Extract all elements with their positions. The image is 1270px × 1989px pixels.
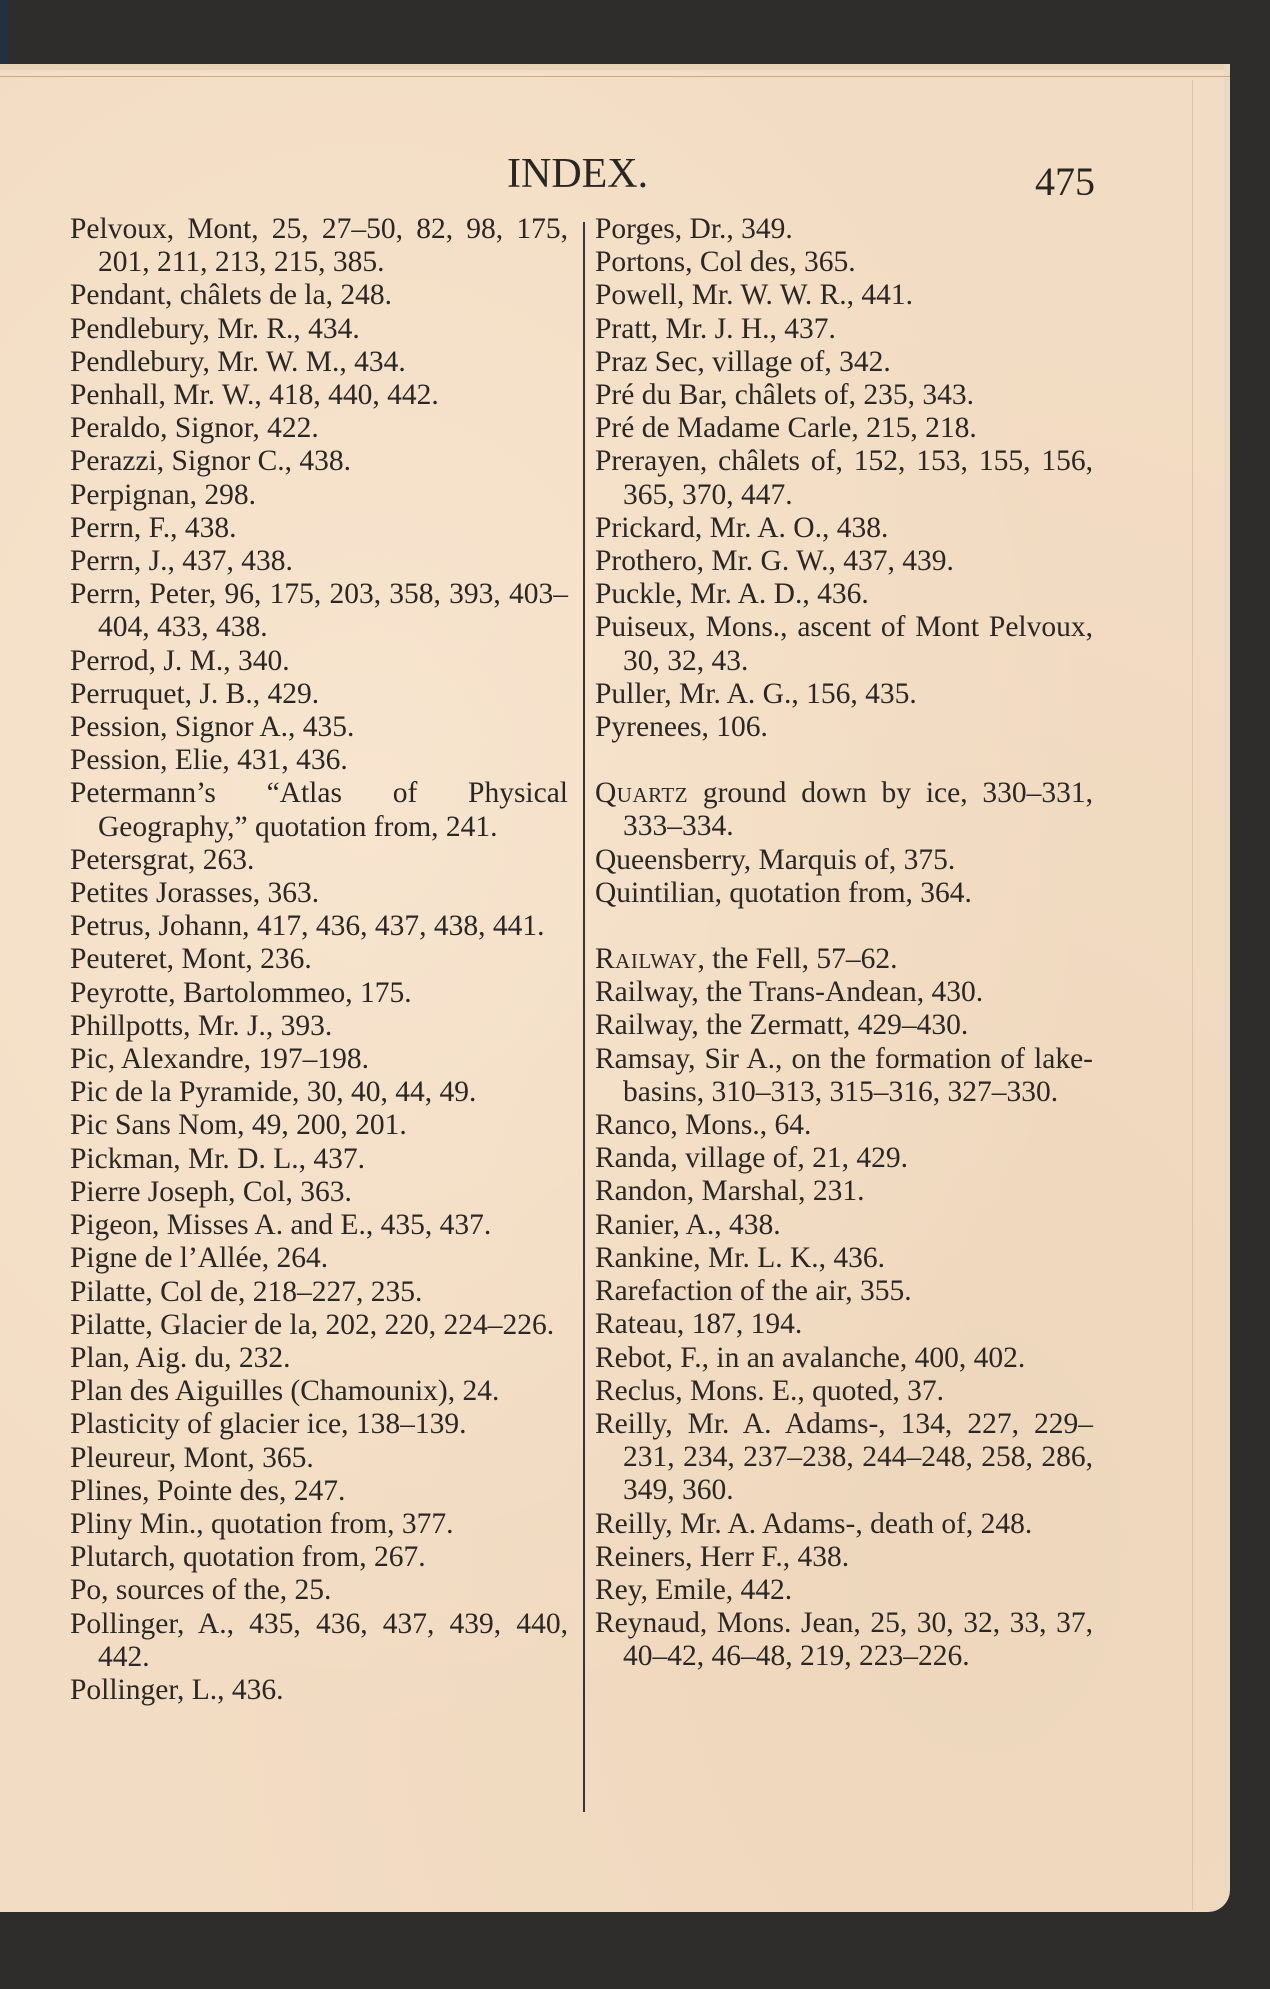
section-lead-word: Quartz [595,777,689,810]
section-gap [595,910,1093,943]
index-entry: Pleureur, Mont, 365. [70,1441,314,1474]
index-entry-section-start-r [595,943,1093,976]
index-entry: Po, sources of the, 25. [70,1574,332,1607]
section-gap [595,744,1093,777]
index-entry: Queensberry, Marquis of, 375. [595,843,956,876]
index-entry: Plines, Pointe des, 247. [70,1474,346,1507]
index-entry: Pendlebury, Mr. R., 434. [70,312,360,345]
index-column-right [595,213,1093,1674]
index-entry: Plan des Aiguilles (Chamounix), 24. [70,1375,500,1408]
index-column-left [70,213,568,1707]
index-entry: Ramsay, Sir A., on the formation of lake-basins, 310–313, 315–316, 327–330. [595,1042,1093,1108]
index-entry: Praz Sec, village of, 342. [595,345,891,378]
index-entry: Ranco, Mons., 64. [595,1109,812,1142]
section-lead-rest: ground down by ice, 330–331, 333–334. [623,777,1093,843]
page-top-edge [0,76,1230,77]
index-entry: Prothero, Mr. G. W., 437, 439. [595,545,954,578]
index-entry: Pendant, châlets de la, 248. [70,279,392,312]
index-entry: Perpignan, 298. [70,478,256,511]
index-entry: Petrus, Johann, 417, 436, 437, 438, 441. [70,910,545,943]
index-entry: Pilatte, Col de, 218–227, 235. [70,1275,423,1308]
index-entry: Perrn, F., 438. [70,511,237,544]
index-entry: Pendlebury, Mr. W. M., 434. [70,345,406,378]
index-entry: Pelvoux, Mont, 25, 27–50, 82, 98, 175, 201, 211, 213, 215, 385. [70,213,568,279]
index-entry: Rebot, F., in an avalanche, 400, 402. [595,1341,1026,1374]
index-entry: Reiners, Herr F., 438. [595,1540,850,1573]
index-entry: Prerayen, châlets of, 152, 153, 155, 156, 365, 370, 447. [595,445,1093,511]
index-entry: Pickman, Mr. D. L., 437. [70,1142,365,1175]
index-entry: Puller, Mr. A. G., 156, 435. [595,677,917,710]
index-entry: Pic Sans Nom, 49, 200, 201. [70,1109,407,1142]
index-entry: Petermann’s “Atlas of Physical Geography,” quotation from, 241. [70,777,568,843]
index-entry: Porges, Dr., 349. [595,213,793,245]
index-entry: Pession, Elie, 431, 436. [70,744,348,777]
index-entry: Reilly, Mr. A. Adams-, 134, 227, 229–231, 234, 237–238, 244–248, 258, 286, 349, 360. [595,1407,1093,1507]
running-head [0,150,1190,204]
index-entry: Portons, Col des, 365. [595,246,856,279]
index-entry: Perrod, J. M., 340. [70,644,290,677]
index-entry: Pilatte, Glacier de la, 202, 220, 224–226. [70,1308,555,1341]
index-entry: Rankine, Mr. L. K., 436. [595,1241,886,1274]
index-entry: Pratt, Mr. J. H., 437. [595,312,836,345]
index-entry: Phillpotts, Mr. J., 393. [70,1009,333,1042]
index-entry: Powell, Mr. W. W. R., 441. [595,279,914,312]
index-entry-section-start-q [595,777,1093,843]
index-entry: Ranier, A., 438. [595,1208,781,1241]
index-entry: Pollinger, A., 435, 436, 437, 439, 440, 442. [70,1607,568,1673]
index-entry: Plan, Aig. du, 232. [70,1341,291,1374]
page-right-edge [1192,80,1193,1910]
index-entry: Plasticity of glacier ice, 138–139. [70,1408,467,1441]
index-entry: Perazzi, Signor C., 438. [70,445,352,478]
page-title: INDEX. [507,151,649,197]
index-entry: Pigne de l’Allée, 264. [70,1242,329,1275]
index-entry: Randon, Marshal, 231. [595,1175,865,1208]
index-entry: Peyrotte, Bartolommeo, 175. [70,976,412,1009]
index-entry: Quintilian, quotation from, 364. [595,876,972,909]
index-entry: Plutarch, quotation from, 267. [70,1541,426,1574]
section-lead-word: Railway [595,943,698,976]
index-entry: Pierre Joseph, Col, 363. [70,1175,352,1208]
index-entry: Pré du Bar, châlets of, 235, 343. [595,379,974,412]
index-entry: Perruquet, J. B., 429. [70,677,320,710]
index-entry: Railway, the Trans-Andean, 430. [595,976,984,1009]
index-entry: Perrn, J., 437, 438. [70,545,293,578]
section-lead-rest: , the Fell, 57–62. [697,943,898,976]
index-entry: Rey, Emile, 442. [595,1573,793,1606]
index-entry: Pession, Signor A., 435. [70,711,355,744]
index-entry: Railway, the Zermatt, 429–430. [595,1009,969,1042]
index-entry: Pollinger, L., 436. [70,1673,284,1706]
index-entry: Peuteret, Mont, 236. [70,943,312,976]
index-entry: Reclus, Mons. E., quoted, 37. [595,1374,945,1407]
index-entry: Pic de la Pyramide, 30, 40, 44, 49. [70,1076,477,1109]
column-divider [583,222,585,1812]
index-entry: Reynaud, Mons. Jean, 25, 30, 32, 33, 37, 40–42, 46–48, 219, 223–226. [595,1607,1093,1673]
index-entry: Pyrenees, 106. [595,711,768,744]
index-entry: Petites Jorasses, 363. [70,877,320,910]
index-entry: Peraldo, Signor, 422. [70,412,319,445]
index-entry: Penhall, Mr. W., 418, 440, 442. [70,379,439,412]
index-entry: Reilly, Mr. A. Adams-, death of, 248. [595,1507,1033,1540]
index-entry: Petersgrat, 263. [70,843,255,876]
index-entry: Pliny Min., quotation from, 377. [70,1507,454,1540]
index-entry: Randa, village of, 21, 429. [595,1142,908,1175]
index-entry: Pigeon, Misses A. and E., 435, 437. [70,1209,492,1242]
index-entry: Rarefaction of the air, 355. [595,1275,912,1308]
page-number: 475 [1035,159,1095,204]
index-entry: Pic, Alexandre, 197–198. [70,1043,370,1076]
index-entry: Puckle, Mr. A. D., 436. [595,578,869,611]
index-entry: Prickard, Mr. A. O., 438. [595,511,889,544]
index-entry: Pré de Madame Carle, 215, 218. [595,412,977,445]
index-entry: Puiseux, Mons., ascent of Mont Pelvoux, 30, 32, 43. [595,611,1093,677]
index-entry: Perrn, Peter, 96, 175, 203, 358, 393, 403–404, 433, 438. [70,578,568,644]
index-entry: Rateau, 187, 194. [595,1308,803,1341]
